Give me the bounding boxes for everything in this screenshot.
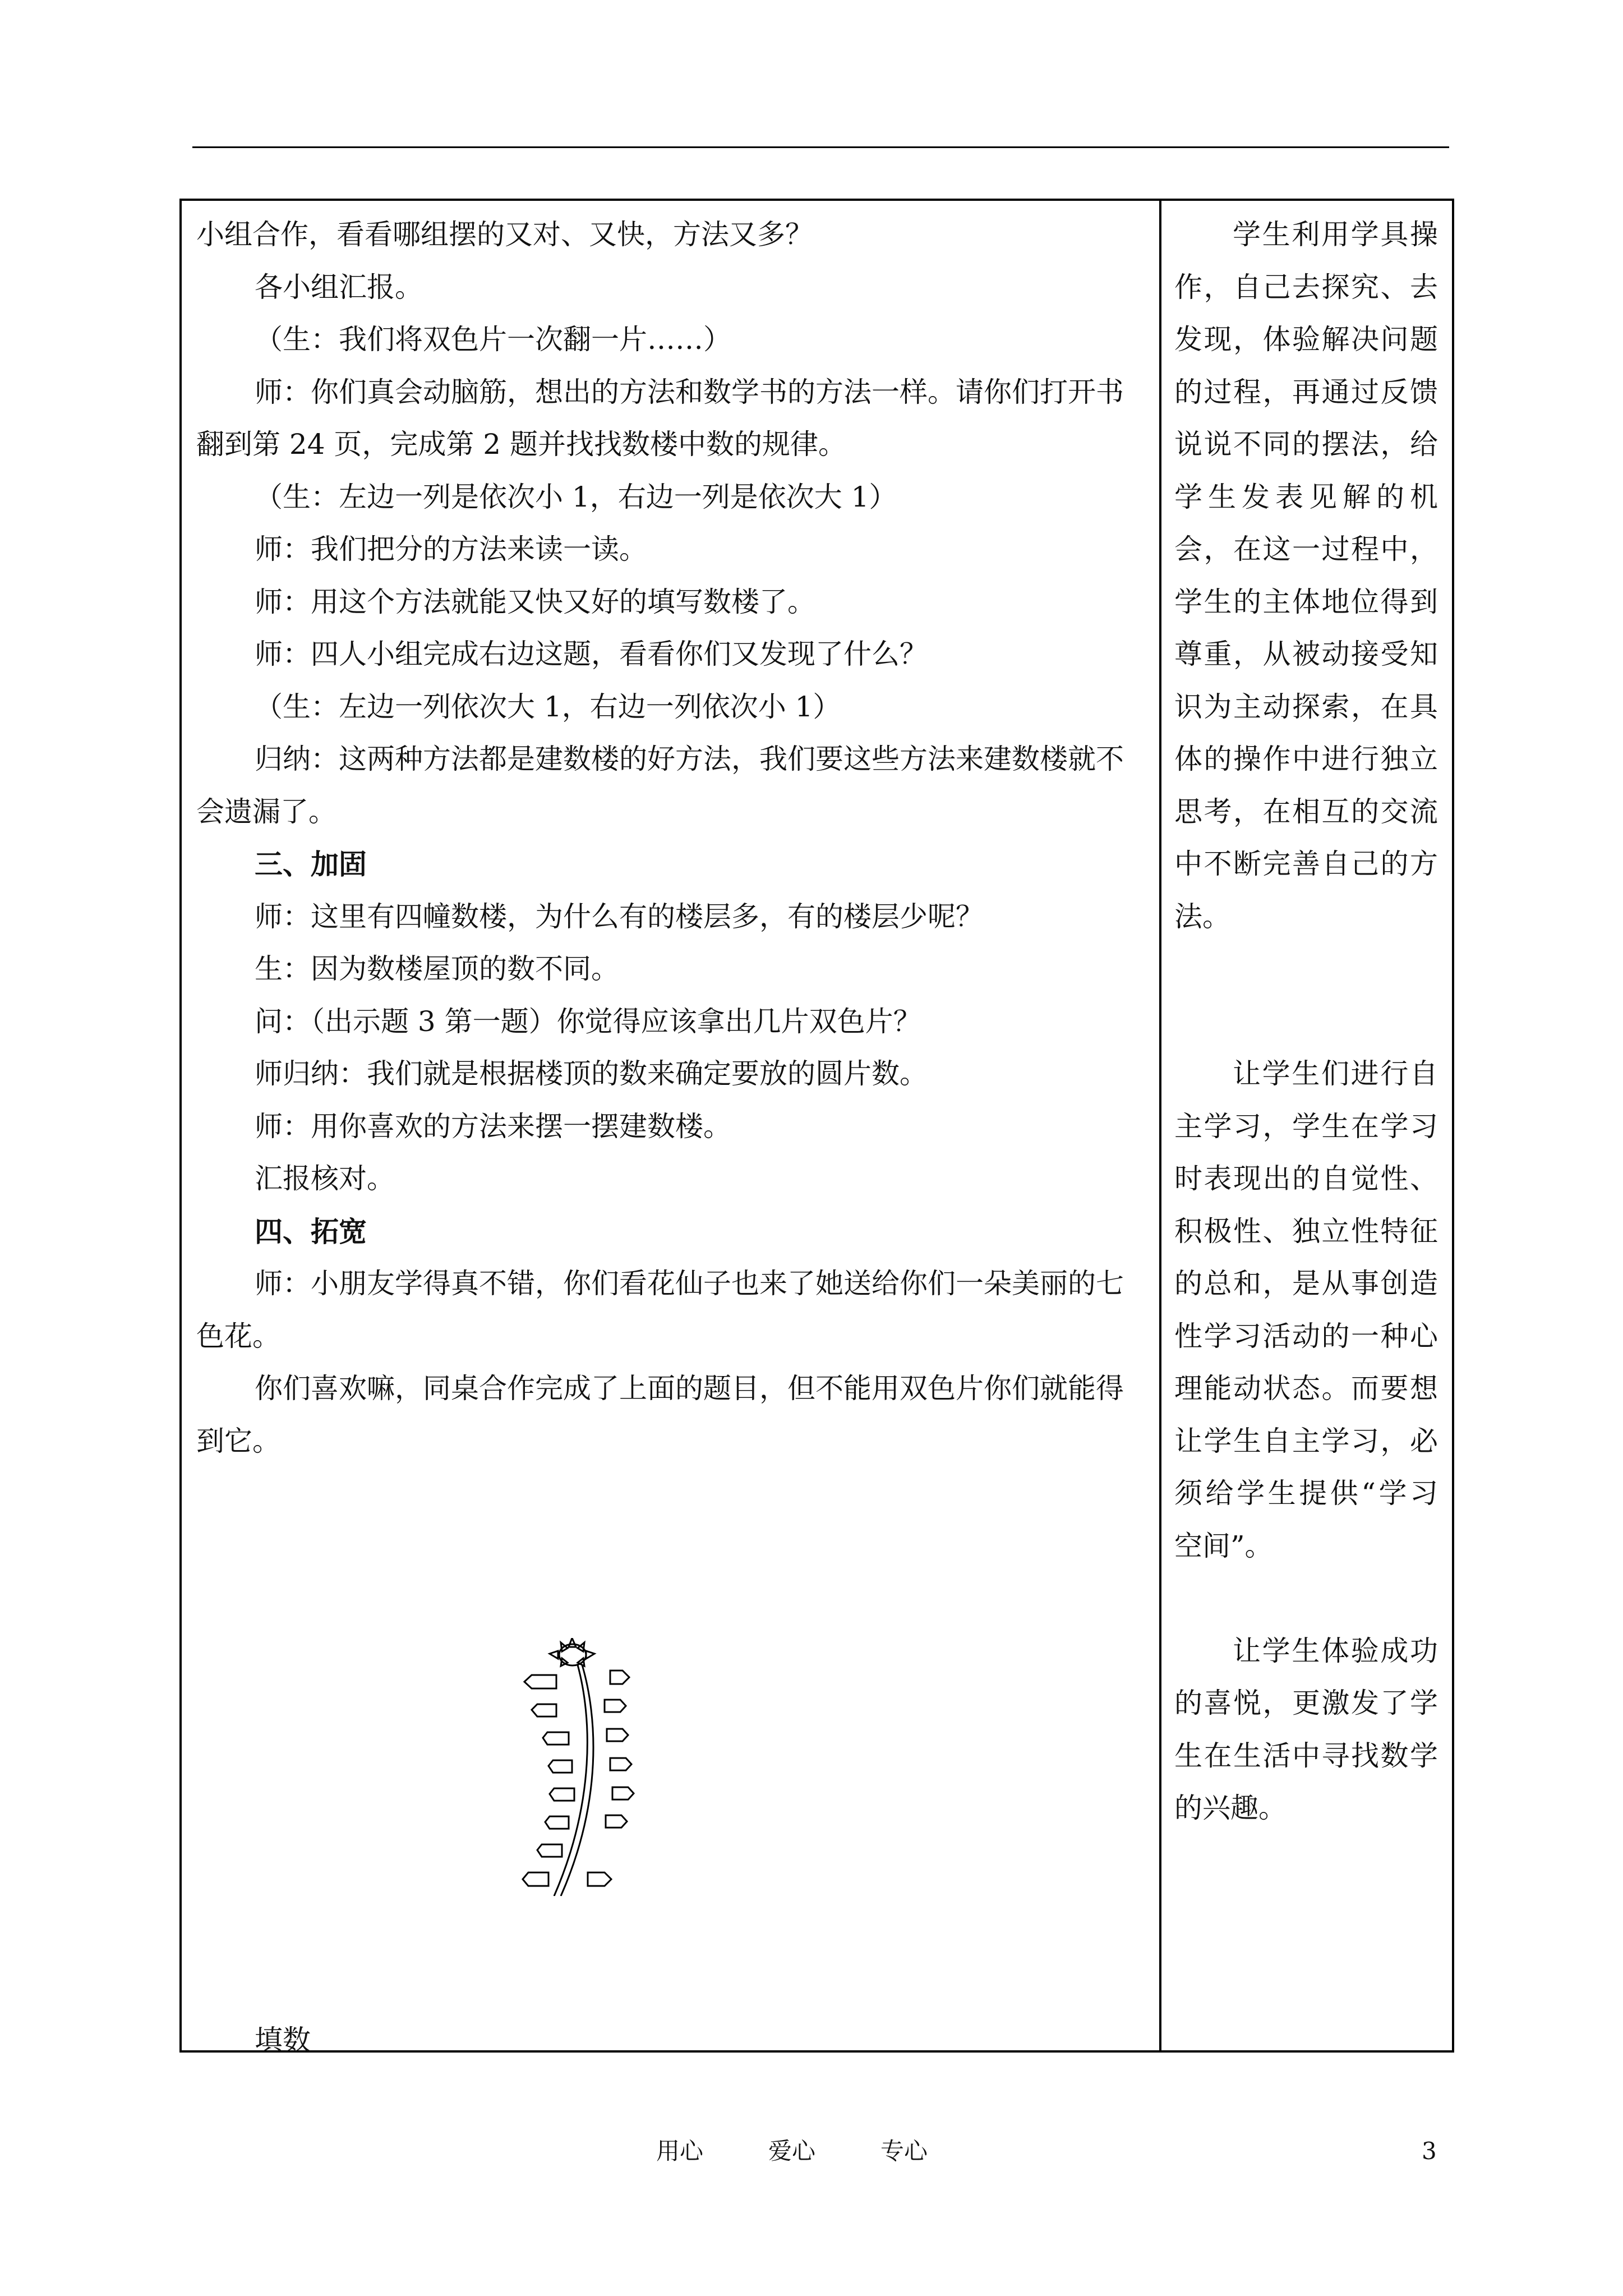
text-line: 师：这里有四幢数楼，为什么有的楼层多，有的楼层少呢？ [255, 900, 984, 933]
text-line: 翻到第 24 页，完成第 2 题并找找数楼中数的规律。 [196, 428, 847, 461]
text-line: （生：左边一列依次大 1，右边一列依次小 1） [255, 690, 841, 723]
text-line: 师：小朋友学得真不错，你们看花仙子也来了她送给你们一朵美丽的七 [255, 1267, 1124, 1300]
footer-motto: 爱心 [768, 2137, 816, 2165]
teaching-notes [1174, 209, 1438, 1835]
text-line: 问：（出示题 3 第一题）你觉得应该拿出几片双色片？ [255, 1005, 921, 1038]
teaching-note: 学生利用学具操作，自己去探究、去发现，体验解决问题的过程，再通过反馈说说不同的摆法，给学生发表见解的机会，在这一过程中，学生的主体地位得到尊重，从被动接受知识为主动探索，在具体的操作中进行独立思考，在相互的交流中不断完善自己的方法。 [1174, 218, 1438, 933]
section-heading: 四、拓宽 [255, 1214, 367, 1248]
section-heading: 三、加固 [255, 848, 367, 881]
page-number: 3 [1422, 2137, 1437, 2165]
text-line: （生：左边一列是依次小 1，右边一列是依次大 1） [255, 480, 897, 513]
stem [561, 1665, 593, 1896]
text-line: 色花。 [196, 1319, 280, 1352]
text-line: 师：用这个方法就能又快又好的填写数楼了。 [255, 585, 815, 618]
text-line: 会遗漏了。 [196, 795, 336, 828]
text-line: 汇报核对。 [255, 1162, 395, 1195]
text-line: 师归纳：我们就是根据楼顶的数来确定要放的圆片数。 [255, 1057, 928, 1090]
text-line: 生：因为数楼屋顶的数不同。 [255, 953, 619, 985]
header-rule [192, 146, 1449, 148]
text-line: 到它。 [196, 1424, 280, 1457]
text-line: 师：用你喜欢的方法来摆一摆建数楼。 [255, 1110, 731, 1143]
column-divider [1159, 199, 1161, 2053]
text-line: （生：我们将双色片一次翻一片……） [255, 323, 731, 356]
text-line: 师：四人小组完成右边这题，看看你们又发现了什么？ [255, 638, 928, 670]
fill-number-label: 填数 [255, 2024, 311, 2056]
text-line: 师：我们把分的方法来读一读。 [255, 533, 647, 565]
text-line: 你们喜欢嘛，同桌合作完成了上面的题目，但不能用双色片你们就能得 [255, 1372, 1124, 1405]
lesson-content [196, 209, 1150, 1467]
text-line: 归纳：这两种方法都是建数楼的好方法，我们要这些方法来建数楼就不 [255, 743, 1124, 775]
teaching-note: 让学生们进行自主学习，学生在学习时表现出的自觉性、积极性、独立性特征的总和，是从事创造性学习活动的一种心理能动状态。而要想让学生自主学习，必须给学生提供“学习空间”。 [1174, 1057, 1438, 1562]
text-line: 小组合作，看看哪组摆的又对、又快，方法又多？ [196, 218, 813, 251]
text-line: 师：你们真会动脑筋，想出的方法和数学书的方法一样。请你们打开书 [255, 375, 1124, 408]
sun-icon [550, 1638, 594, 1666]
teaching-note: 让学生体验成功的喜悦，更激发了学生在生活中寻找数学的兴趣。 [1174, 1634, 1438, 1824]
footer-motto: 专心 [880, 2137, 928, 2165]
footer-motto: 用心 [656, 2137, 704, 2165]
seven-color-flower-illustration [522, 1638, 701, 1896]
text-line: 各小组汇报。 [255, 270, 423, 303]
